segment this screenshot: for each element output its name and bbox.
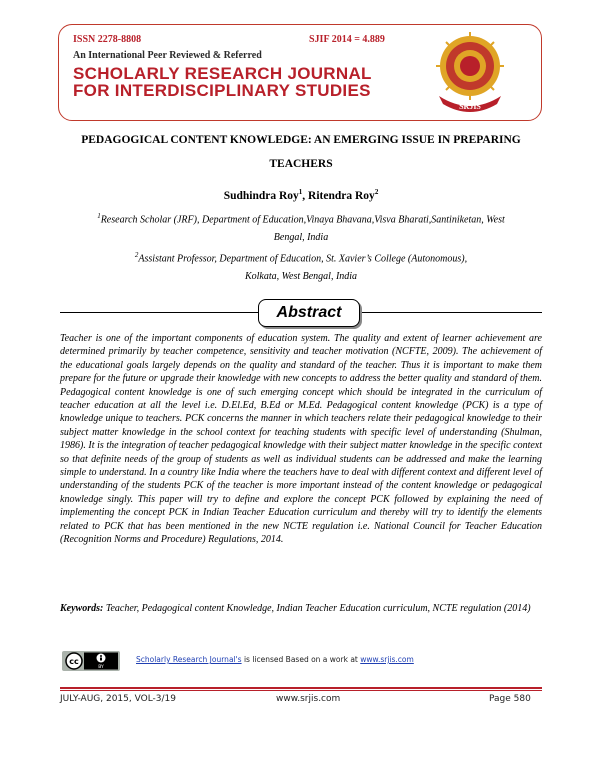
affiliation-1	[60, 207, 542, 247]
journal-title	[73, 65, 372, 99]
by-badge-text: BY	[98, 665, 104, 670]
affiliation-text: Bengal, India	[273, 232, 329, 244]
paper-title-line1: PEDAGOGICAL CONTENT KNOWLEDGE: AN EMERGING ISSUE IN PREPARING	[81, 134, 521, 146]
author-sup: 2	[374, 188, 379, 196]
cc-badge-text: cc	[69, 657, 79, 666]
sjif-label: SJIF 2014 = 4.889	[309, 34, 385, 45]
footer-rule-thin	[60, 690, 542, 691]
footer-rule	[60, 687, 542, 689]
srjis-logo-icon	[431, 30, 509, 114]
journal-title-line2: FOR INTERDISCIPLINARY STUDIES	[73, 81, 371, 100]
affiliation-sup: 1	[97, 212, 101, 220]
author-sup: 1	[298, 188, 303, 196]
affiliation-sup: 2	[134, 251, 139, 259]
affiliation-text: Research Scholar (JRF), Department of Education,Vinaya Bhavana,Visva Bharati,Santiniketan, West	[100, 214, 505, 226]
journal-header-banner	[58, 24, 542, 121]
creative-commons-icon[interactable]	[62, 651, 120, 671]
license-middle-text: is licensed Based on a work at	[241, 655, 361, 664]
keywords-label: Keywords:	[60, 603, 104, 614]
author-name: Ritendra Roy	[308, 189, 375, 202]
paper-title	[60, 128, 542, 176]
issn-label: ISSN 2278-8808	[73, 34, 142, 45]
srjis-site-link[interactable]: www.srjis.com	[360, 655, 414, 664]
author-name: Sudhindra Roy	[223, 189, 299, 202]
journal-license-link[interactable]: Scholarly Research Journal's	[136, 655, 242, 664]
abstract-heading: Abstract	[258, 299, 360, 327]
footer-page-number: Page 580	[489, 694, 531, 704]
affiliation-text: Assistant Professor, Department of Education, St. Xavier’s College (Autonomous),	[138, 253, 468, 265]
affiliation-text: Kolkata, West Bengal, India	[244, 271, 358, 283]
affiliation-2	[60, 246, 542, 286]
keywords	[60, 602, 542, 615]
abstract-text: Teacher is one of the important components of education system. The quality and extent of learner achievement are determined primarily by teacher competence, sensitivity and teacher motivation (NCFTE, 2009). The achievement of the educational goals largely depends on the quality and standard of the teacher. Thus it is important to make them prepare for the future or upgrade their knowledge with new concepts to address the better quality and standard of them. Pedagogical content knowledge is one of such emerging concept which should be integrated in the curriculum of teacher education at all the level i.e. D.El.Ed, B.Ed or M.Ed. Pedagogical content knowledge (PCK) is a type of knowledge unique to teachers. PCK concerns the manner in which teachers relate their pedagogical knowledge to their subject matter knowledge in the school context for teaching students with specific level of understanding (Shulman, 1986). It is the integration of teacher pedagogical knowledge with their subject matter knowledge in the specific context so that definite needs of the group of students as well as individual students can be addressed and make the learning simple to understand. In a country like India where the teachers have to deal with different context and different level of understanding of the students PCK of the teacher is more important instead of the content knowledge or pedagogical knowledge singly. This paper will try to define and explore the concept PCK followed by explaining the need of implementing the concept PCK in Indian Teacher Education curriculum and thereby will try to identify the elements related to PCK that has been mentioned in the new NCTE regulation i.e. National Council for Teacher Education (Recognition Norms and Procedure) Regulations, 2014.	[60, 333, 542, 546]
footer-website: www.srjis.com	[276, 694, 341, 704]
journal-title-line1: SCHOLARLY RESEARCH JOURNAL	[73, 64, 372, 83]
keywords-text: Teacher, Pedagogical content Knowledge, Indian Teacher Education curriculum, NCTE regulation (2014)	[103, 603, 531, 614]
footer-issue: JULY-AUG, 2015, VOL-3/19	[60, 694, 177, 704]
paper-title-line2: TEACHERS	[269, 158, 333, 170]
peer-review-label: An International Peer Reviewed & Referred	[73, 50, 262, 61]
author-list	[60, 188, 542, 202]
license-text	[136, 655, 414, 664]
logo-text: SRJIS	[459, 102, 481, 111]
author-separator: ,	[302, 189, 309, 202]
